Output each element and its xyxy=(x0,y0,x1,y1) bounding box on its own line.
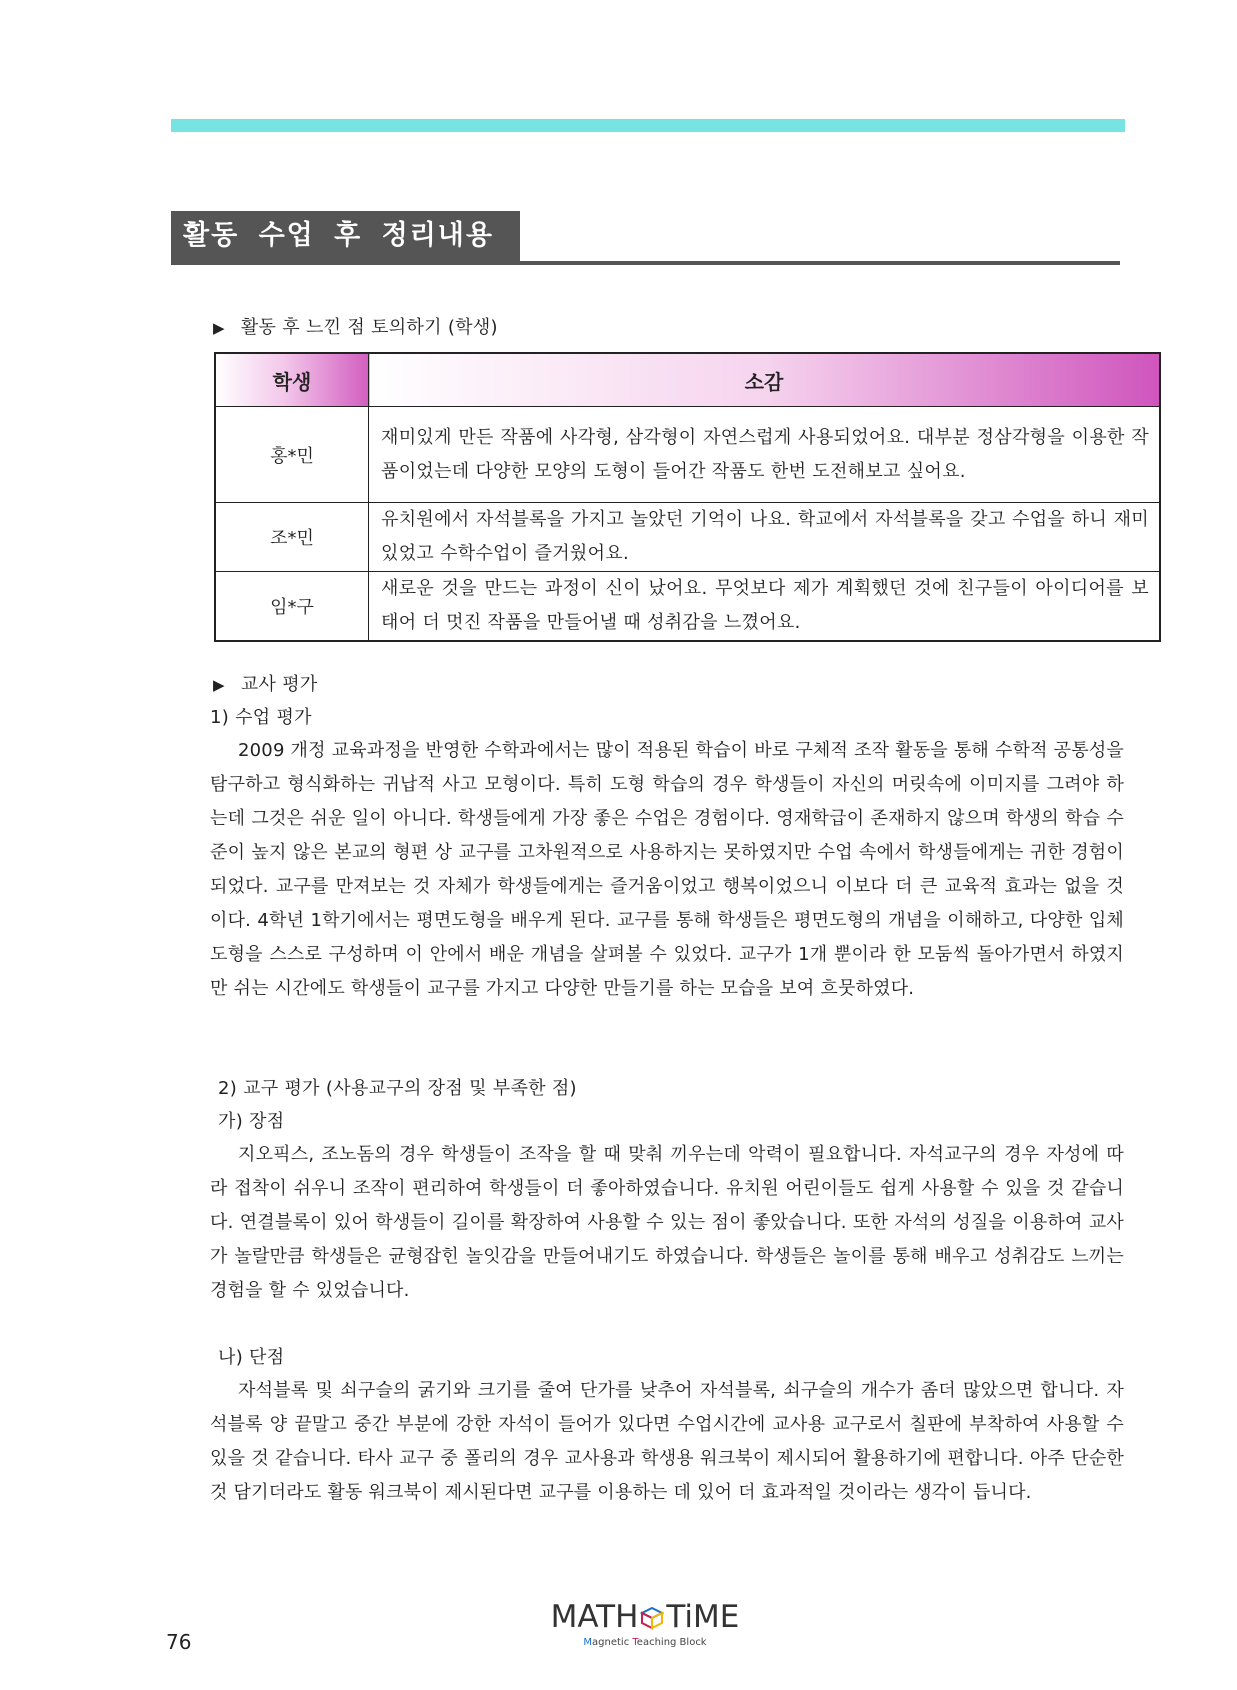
cons-paragraph: 자석블록 및 쇠구슬의 굵기와 크기를 줄여 단가를 낮추어 자석블록, 쇠구슬의 개수가 좀더 많았으면 합니다. 자석블록 양 끝말고 중간 부분에 강한 자석이 들어가 있다면 수업시간에 교사용 교구로서 칠판에 부착하여 사용할 수 있을 것 같습니다. 타사 교구 중 폴리의 경우 교사용과 학생용 워크북이 제시되어 활용하기에 편합니다. 아주 단순한 것 담기더라도 활동 워크북이 제시된다면 교구를 이용하는 데 있어 더 효과적일 것이라는 생각이 듭니다. xyxy=(210,1380,1124,1503)
tagline-t: T xyxy=(632,1637,637,1648)
student-comment: 유치원에서 자석블록을 가지고 놀았던 기억이 나요. 학교에서 자석블록을 갖고 수업을 하니 재미있었고 수학수업이 즐거웠어요. xyxy=(369,503,1161,572)
pros-heading: 가) 장점 xyxy=(218,1111,285,1132)
table-row xyxy=(215,503,1160,572)
lesson-eval-paragraph: 2009 개정 교육과정을 반영한 수학과에서는 많이 적용된 학습이 바로 구체적 조작 활동을 통해 수학적 공통성을 탐구하고 형식화하는 귀납적 사고 모형이다. 특히 도형 학습의 경우 학생들이 자신의 머릿속에 이미지를 그려야 하는데 그것은 쉬운 일이 아니다. 학생들에게 가장 좋은 수업은 경험이다. 영재학급이 존재하지 않으며 학생의 학습 수준이 높지 않은 본교의 형편 상 교구를 고차원적으로 사용하지는 못하였지만 수업 속에서 학생들에게는 귀한 경험이 되었다. 교구를 만져보는 것 자체가 학생들에게는 즐거움이었고 행복이었으니 이보다 더 큰 교육적 효과는 없을 것이다. 4학년 1학기에서는 평면도형을 배우게 된다. 교구를 통해 학생들은 평면도형의 개념을 이해하고, 다양한 입체도형을 스스로 구성하며 이 안에서 배운 개념을 살펴볼 수 있었다. 교구가 1개 뿐이라 한 모둠씩 돌아가면서 하였지만 쉬는 시간에도 학생들이 교구를 가지고 다양한 만들기를 하는 모습을 보여 흐뭇하였다. xyxy=(210,740,1124,999)
pros-paragraph: 지오픽스, 조노돔의 경우 학생들이 조작을 할 때 맞춰 끼우는데 악력이 필요합니다. 자석교구의 경우 자성에 따라 접착이 쉬우니 조작이 편리하여 학생들이 더 좋아하였습니다. 유치원 어린이들도 쉽게 사용할 수 있을 것 같습니다. 연결블록이 있어 학생들이 길이를 확장하여 사용할 수 있는 점이 좋았습니다. 또한 자석의 성질을 이용하여 교사가 놀랄만큼 학생들은 균형잡힌 놀잇감을 만들어내기도 하였습니다. 학생들은 놀이를 통해 배우고 성취감도 느끼는 경험을 할 수 있었습니다. xyxy=(210,1144,1124,1301)
column-header-comment: 소감 xyxy=(369,353,1161,407)
lesson-eval-body xyxy=(210,734,1124,1006)
pros-body xyxy=(210,1138,1124,1308)
tagline-part-2: eaching Block xyxy=(636,1637,707,1648)
discussion-heading xyxy=(213,313,498,339)
cons-heading: 나) 단점 xyxy=(218,1347,285,1368)
teacher-eval-heading-text: 교사 평가 xyxy=(240,674,318,695)
table-header-row xyxy=(215,353,1160,407)
logo-text-left: MATH xyxy=(550,1599,639,1635)
student-name: 임*구 xyxy=(215,572,369,642)
column-header-student: 학생 xyxy=(215,353,369,407)
tagline-part-1: agnetic xyxy=(592,1637,633,1648)
logo-wordmark xyxy=(545,1600,745,1637)
tool-eval-heading: 2) 교구 평가 (사용교구의 장점 및 부족한 점) xyxy=(218,1078,577,1099)
logo-tagline xyxy=(545,1637,745,1649)
lesson-eval-heading: 1) 수업 평가 xyxy=(210,707,312,728)
student-comment: 새로운 것을 만드는 과정이 신이 났어요. 무엇보다 제가 계획했던 것에 친구들이 아이디어를 보태어 더 멋진 작품을 만들어낼 때 성취감을 느꼈어요. xyxy=(369,572,1161,642)
table-row xyxy=(215,572,1160,642)
section-title: 활동 수업 후 정리내용 xyxy=(171,211,520,261)
top-accent-bar xyxy=(171,119,1125,132)
student-name: 홍*민 xyxy=(215,407,369,503)
triangle-bullet-icon: ▶ xyxy=(213,676,225,694)
tagline-m: M xyxy=(583,1637,593,1648)
discussion-heading-text: 활동 후 느낀 점 토의하기 (학생) xyxy=(240,317,498,338)
student-comment: 재미있게 만든 작품에 사각형, 삼각형이 자연스럽게 사용되었어요. 대부분 정삼각형을 이용한 작품이었는데 다양한 모양의 도형이 들어간 작품도 한번 도전해보고 싶어요. xyxy=(369,407,1161,503)
math-time-logo xyxy=(545,1600,745,1650)
triangle-bullet-icon: ▶ xyxy=(213,319,225,337)
section-title-underline xyxy=(171,211,1120,265)
cons-body xyxy=(210,1374,1124,1510)
logo-text-right: TiME xyxy=(666,1599,740,1635)
page-number: 76 xyxy=(166,1630,192,1654)
student-name: 조*민 xyxy=(215,503,369,572)
cube-icon xyxy=(640,1603,664,1637)
teacher-eval-heading xyxy=(213,670,318,696)
table-row xyxy=(215,407,1160,503)
student-feedback-table xyxy=(214,352,1161,642)
